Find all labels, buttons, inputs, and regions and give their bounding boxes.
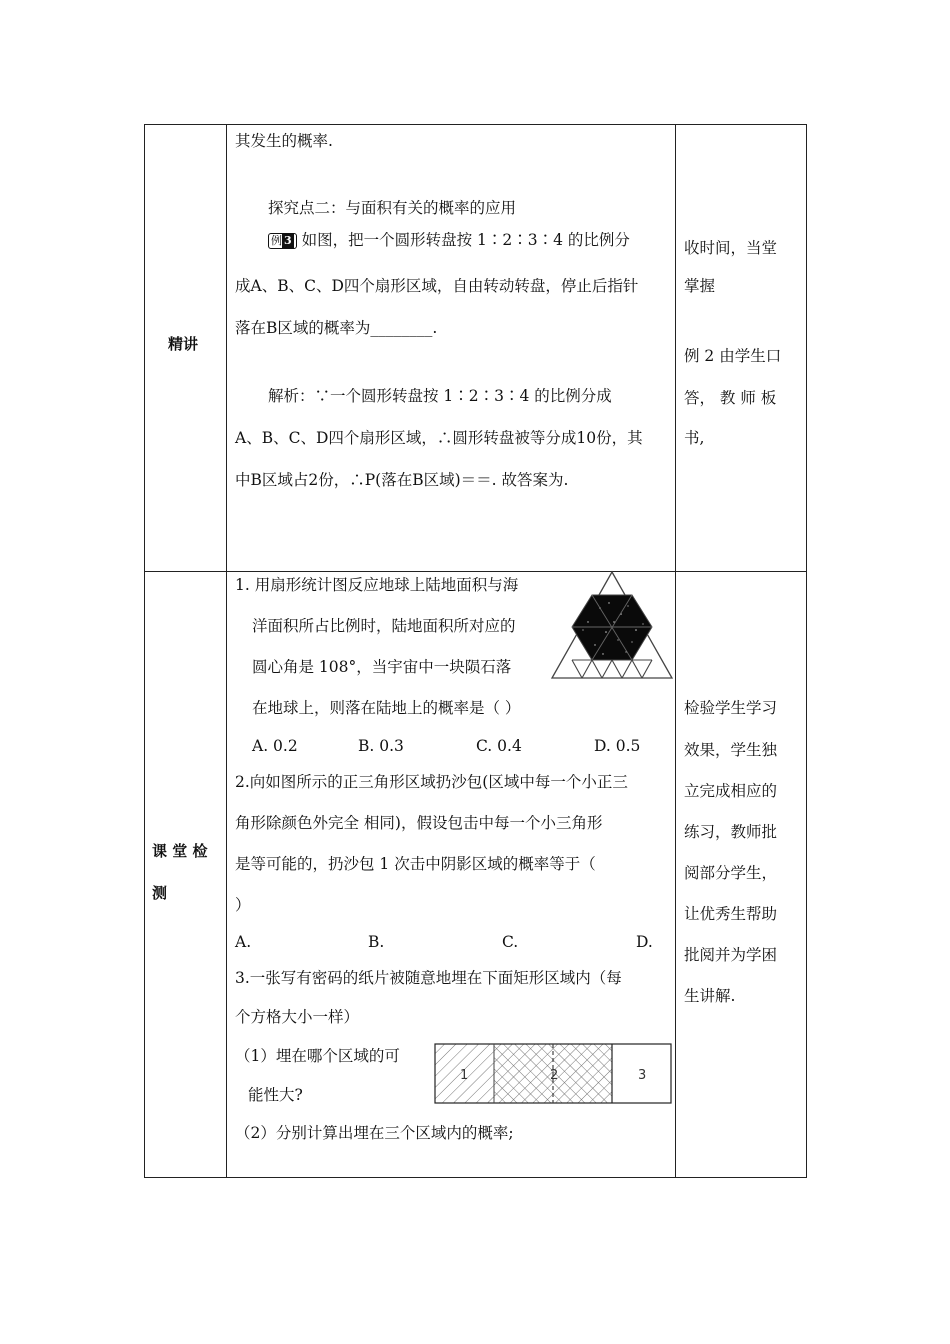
text-line: 其发生的概率. [235,132,333,150]
option: A. [235,933,252,951]
option: B. [368,933,385,951]
note-line: 掌握 [684,277,716,295]
question-line: 角形除颜色外完全 相同)，假设包击中每一个小三角形 [235,814,603,832]
text-line: 成A、B、C、D四个扇形区域，自由转动转盘，停止后指针 [235,277,639,295]
option: C. [502,933,519,951]
question-line: 个方格大小一样） [235,1008,360,1026]
row-header-jingjiang: 精讲 [168,335,199,353]
option: A. 0.2 [252,737,298,755]
question-line: 1. 用扇形统计图反应地球上陆地面积与海 [235,576,519,594]
row-header-ketang-cont: 测 [152,884,168,902]
note-line: 收时间，当堂 [684,239,778,257]
note-line: 生讲解. [684,987,736,1005]
option: C. 0.4 [476,737,522,755]
column-divider [226,125,227,1177]
note-line: 让优秀生帮助 [684,905,778,923]
grid-label-2: 2 [550,1068,559,1083]
note-line: 检验学生学习 [684,699,778,717]
note-line: 书, [684,429,705,447]
note-line: 答， 教 师 板 [684,389,777,407]
question-line: （1）埋在哪个区域的可 [235,1047,400,1065]
option: D. [636,933,653,951]
option: B. 0.3 [358,737,404,755]
question-line: 在地球上，则落在陆地上的概率是（ ） [252,699,521,717]
note-line: 练习，教师批 [684,823,778,841]
option: D. 0.5 [594,737,641,755]
solution-line: A、B、C、D四个扇形区域，∴圆形转盘被等分成10份，其 [235,429,643,447]
solution-line: 解析：∵一个圆形转盘按 1∶2∶3∶4 的比例分成 [268,387,612,405]
question-line: 能性大? [248,1086,303,1104]
question-line: ） [235,896,251,914]
note-line: 效果，学生独 [684,741,778,759]
section-title: 探究点二：与面积有关的概率的应用 [268,199,517,217]
rectangle-grid-figure [434,1043,674,1105]
text-line: 落在B区域的概率为________. [235,319,438,337]
grid-label-3: 3 [638,1068,647,1083]
row-divider [145,571,806,572]
note-line: 例 2 由学生口 [684,347,782,365]
example-badge: 例 3 [268,233,297,249]
note-line: 批阅并为学困 [684,946,778,964]
solution-line: 中B区域占2份，∴P(落在B区域)＝＝. 故答案为. [235,471,569,489]
example-line: 例 3 如图，把一个圆形转盘按 1∶2∶3∶4 的比例分 [268,230,630,250]
row-header-ketang: 课 堂 检 [152,842,208,860]
question-line: 是等可能的，扔沙包 1 次击中阴影区域的概率等于（ [235,855,596,873]
note-line: 立完成相应的 [684,782,778,800]
question-line: （2）分别计算出埋在三个区域内的概率; [235,1124,514,1142]
grid-label-1: 1 [460,1068,469,1083]
question-line: 2.向如图所示的正三角形区域扔沙包(区域中每一个小正三 [235,773,628,791]
question-line: 3.一张写有密码的纸片被随意地埋在下面矩形区域内（每 [235,969,622,987]
note-line: 阅部分学生， [684,864,778,882]
question-line: 洋面积所占比例时，陆地面积所对应的 [252,617,516,635]
question-line: 圆心角是 108°，当宇宙中一块陨石落 [252,658,512,676]
triangle-figure [548,570,676,682]
